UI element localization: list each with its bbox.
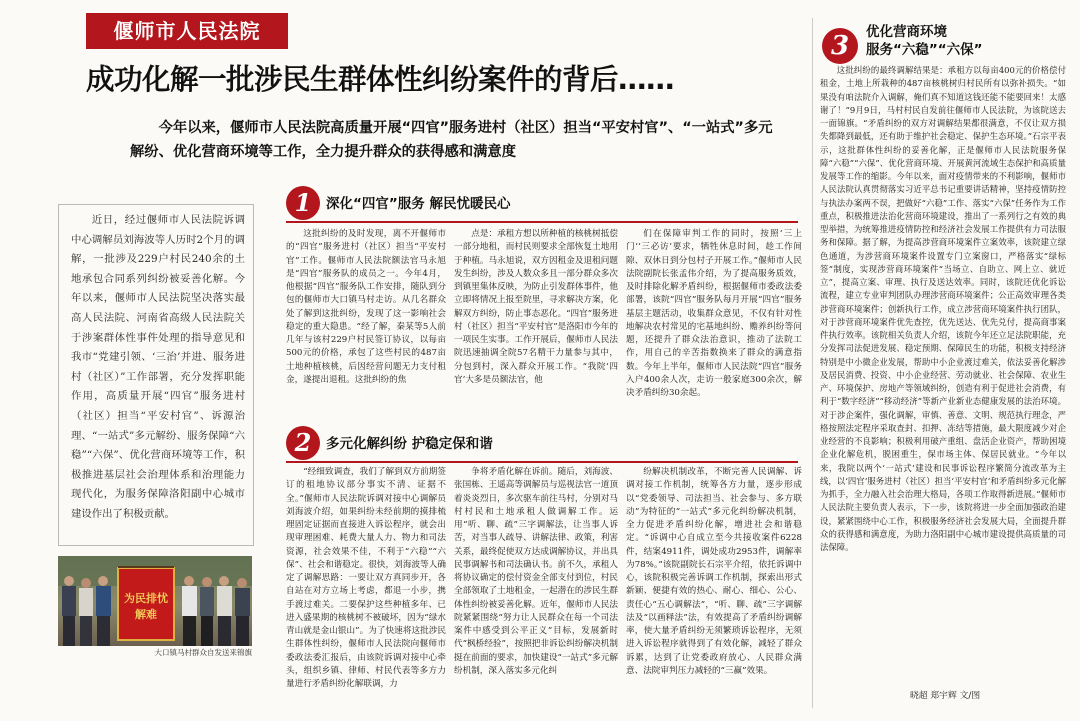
byline: 晓超 郑宇辉 文/图 (910, 691, 981, 701)
news-photo (58, 556, 252, 646)
headline: 成功化解一批涉民生群体性纠纷案件的背后…… (86, 63, 675, 96)
section-title-3-line2: 服务“六稳”“六保” (866, 42, 983, 58)
section-title-2: 多元化解纠纷 护稳定保和谐 (326, 436, 493, 452)
court-name-label (86, 13, 288, 49)
section2-col2-text: 争将矛盾化解在诉前。随后，刘海波、张国栋、王遥高等调解员与巡视法官一道顶着炎炎烈日，多次驱车前往马村，分别对马村村民和土地承租人做调解工作。运用“听、聊、疏”三字调解法，让当事人诉苦，对当事人疏导、讲解法律、政策，利害关系，最终促使双方达成调解协议，并出具民事调解书和司法确认书。前不久，承租人将协议确定的偿付资金全部支付到位，村民全部领取了土地租金，一起潜在的涉民生群体性纠纷被妥善化解。近年，偃师市人民法院紧紧围绕“努力让人民群众在每一个司法案件中感受到公平正义”目标，发展新时代“枫桥经验”，按照把非诉讼纠纷解决机制挺在前面的要求，加快建设“一站式”多元解纷机制，深入落实多元化纠 (454, 467, 618, 676)
banner-line1: 为民排忧 (124, 592, 168, 605)
photo-illustration (58, 556, 252, 646)
banner-line2: 解难 (135, 608, 157, 621)
section1-col2-text: 点是：承租方想以所种植的核桃树抵偿一部分地租，而村民则要求全部恢复土地用于种植。马永旭说，双方因租金及退租问题发生纠纷，涉及人数众多且一部分群众多次到镇里集体反映，为防止引发群体事件，他立即将情况上报至院里，寻求解决方案，化解双方纠纷，防止事态恶化。“四官”服务进村（社区）担当“平安村官”是洛阳市今年的一项民生实事。工作开展后，偃师市人民法院迅速抽调全院57名精干力量参与其中，分包到村，深入群众开展工作。“我院‘四官’大多是员额法官，他 (454, 229, 618, 385)
section2-column-3 (626, 466, 802, 710)
photo-caption: 大口镇马村群众自发送来锦旗 (154, 648, 252, 657)
section1-col3-text: 们在保障审判工作的同时，按照‘三上门’‘三必访’要求，牺牲休息时间，趁工作间隙、双休日到分包村子开展工作。”偃师市人民法院副院长张孟伟介绍，为了提高服务质效，及时排除化解矛盾纠纷，根据偃师市委政法委部署，该院“四官”服务队每月开展“四官”服务基层主题活动，收集群众意见，不仅有针对性地解决农村常见的宅基地纠纷、赡养纠纷等问题，还提升了群众法治意识，推动了法院工作，用自己的辛苦指数换来了群众的满意指数。今年上半年，偃师市人民法院“四官”服务入户400余人次，走访一般家庭300余次，解决矛盾纠纷30余起。 (626, 229, 802, 398)
lead-paragraph (130, 116, 780, 164)
silk-banner (118, 567, 174, 640)
section-title-3-line1: 优化营商环境 (866, 24, 947, 40)
section2-col1-text: “经细致调查，我们了解到双方前期签订的租地协议部分事实不清、证据不全。”偃师市人民法院诉调对接中心调解员刘海波介绍，如果纠纷未经前期的摸排梳理固定证据而直接进入诉讼程序，就会出现审理困难、耗费大量人力、物力和司法资源，社会效果不佳，不利于“六稳”“六保”、社会和谐稳定。很快，刘海波等人确定了调解思路：一要让双方真同步开，各自站在对方立场上考虑，都退一小步，携手渡过难关。二要保护这些种植多年、已进入盛果期的核桃树不被破坏，因为“绿水青山就是金山银山”。为了快速将这批涉民生群体性纠纷，偃师市人民法院向偃师市委政法委汇报后，由该院诉调对接中心牵头，组织乡镇、律师、村民代表等多方力量进行矛盾纠纷化解联调，力 (286, 467, 446, 689)
section3-column (820, 64, 1066, 684)
section-number-1: 1 (286, 186, 320, 220)
intro-box (58, 204, 254, 546)
section-title-3 (866, 23, 983, 59)
section-divider-2 (286, 461, 798, 463)
section2-col3-text: 纷解决机制改革，不断完善人民调解、诉调对接工作机制，统筹各方力量，逐步形成以“党委领导、司法担当、社会参与、多方联动”为特征的“一站式”多元化纠纷解决机制，全力促进矛盾纠纷化解，增进社会和谐稳定。“诉调中心自成立至今共接收案件6228件，结案4911件，调处成功2953件，调解率为78%。”该院副院长石宗平介绍，依托诉调中心，该院积极完善诉调工作机制，探索出形式新颖、便捷有效的热心、耐心、细心、公心、责任心“五心调解法”，“听、聊、疏”三字调解法及“以画释法”法，有效提高了矛盾纠纷调解率，使大量矛盾纠纷无须繁琐诉讼程序，无须进入诉讼程序就得到了有效化解，减轻了群众诉累，达到了让党委政府放心、人民群众满意、法院审判压力减轻的“三赢”效果。 (626, 467, 802, 676)
section2-column-2 (454, 466, 618, 710)
section1-column-3 (626, 228, 802, 422)
section1-column-1 (286, 228, 446, 422)
section-divider-1 (286, 221, 798, 223)
section-number-2: 2 (286, 426, 320, 460)
section1-column-2 (454, 228, 618, 422)
section2-column-1 (286, 466, 446, 710)
section-number-3: 3 (822, 28, 858, 64)
court-name: 偃师市人民法院 (113, 19, 261, 43)
section3-text: 这批纠纷的最终调解结果是：承租方以每亩400元的价格偿付租金，土地上所栽种的487亩核桃树归村民所有以弥补损失。“如果没有咱法院介入调解，俺们真不知道这钱还能不能要回来！太感谢了！”9月9日，马村村民自发前往偃师市人民法院，为该院送去一面锦旗。“矛盾纠纷的双方对调解结果都很满意，不仅让双方损失都降到最低，还有助于维护社会稳定、保护生态环境。”石宗平表示，这批群体性纠纷的妥善化解，正是偃师市人民法院服务保障“六稳”“六保”、优化营商环境、开展黄河流域生态保护和高质量发展等工作的缩影。今年以来，面对疫情带来的不利影响，偃师市人民法院认真贯彻落实习近平总书记重要讲话精神，坚持疫情防控与执法办案两不误，把做好“六稳”工作、落实“六保”任务作为工作重点，积极推进法治化营商环境建设，推出了一系列行之有效的典型举措，为统筹推进疫情防控和经济社会发展工作提供有力司法服务和保障。据了解，为提高涉营商环境案件立案效率，该院建立绿色通道，为涉营商环境案件设置专门立案窗口，严格落实“绿标签”制度，实现涉营商环境案件“当场立、自助立、网上立、就近立”，提高立案、审理、执行及送达效率。同时，该院还优化诉讼流程，建立专业审判团队办理涉营商环境案件；公正高效审理各类涉营商环境案件；创新执行工作，成立涉营商环境案件执行团队，对于涉营商环境案件优先查控，优先送达、优先兑付，提高商事案件执行效率。该院相关负责人介绍，该院今年还立足法院职能，充分发挥司法促进发展、稳定预期、保障民生的功能，积极支持经济特别是中小微企业发展，帮助中小企业渡过难关，依法妥善化解涉及居民消费、投资、中小企业经营、劳动就业、社会保障、农业生产、环境保护、房地产等领域纠纷，创造有利于促进社会消费，有利于“数字经济”“移动经济”等新产业新业态健康发展的法治环境。对于涉企案件，强化调解，审慎、善意、文明、规范执行理念，严格按照法定程序采取查封、扣押、冻结等措施，最大限度减少对企业经营的不良影响；积极利用破产重组、盘活企业资产，帮助困境企业化解危机，脱困重生，保市场主体、保居民就业。“今年以来，我院以两个‘一站式’建设和民事诉讼程序繁简分流改革为主线，以‘四官’服务进村（社区）担当‘平安村官’和矛盾纠纷多元化解为抓手，全力融入社会治理大格局，各项工作取得新进展。”偃师市人民法院主要负责人表示，下一步，该院将进一步全面加强政治建设，紧紧围绕中心工作，积极服务经济社会发展大局，全面提升群众的获得感和满意度，为助力洛阳副中心城市建设提供高质量的司法保障。 (820, 65, 1066, 552)
column-divider (812, 18, 813, 708)
section1-col1-text: 这批纠纷的及时发现，离不开偃师市的“四官”服务进村（社区）担当“平安村官”工作。偃师市人民法院额法官马永旭是“四官”服务队的成员之一。今年4月，他根据“四官”服务队工作安排，随队到分包的偃师市大口镇马村走访。从几名群众处了解到这批纠纷，发现了这一影响社会稳定的重大隐患。“经了解，秦某等5人前几年与该村229户村民签订协议，以每亩500元的价格，承包了这些村民的487亩土地种植核桃，后因经营问题无力支付租金，遂提出退租。这批纠纷的焦 (286, 229, 446, 385)
lead-text: 今年以来，偃师市人民法院高质量开展“四官”服务进村（社区）担当“平安村官”、“一站式”多元解纷、优化营商环境等工作，全力提升群众的获得感和满意度 (130, 120, 773, 160)
intro-text: 近日，经过偃师市人民法院诉调中心调解员刘海波等人历时2个月的调解，一批涉及229户村民240余的土地承包合同系列纠纷被妥善化解。今年以来，偃师市人民法院坚决落实最高人民法院、河南省高级人民法院关于涉案群体性事件处理的指导意见和我市“党建引领、‘三治’并进、服务进村（社区）”工作部署，充分发挥职能作用，高质量开展“四官”服务进村（社区）担当“平安村官”、诉源治理、“一站式”多元解纷、服务保障“六稳”“六保”、优化营商环境等工作，积极推进基层社会治理体系和治理能力现代化，为服务保障洛阳副中心城市建设作出了积极贡献。 (71, 214, 245, 520)
section-title-1: 深化“四官”服务 解民忧暖民心 (326, 196, 511, 212)
